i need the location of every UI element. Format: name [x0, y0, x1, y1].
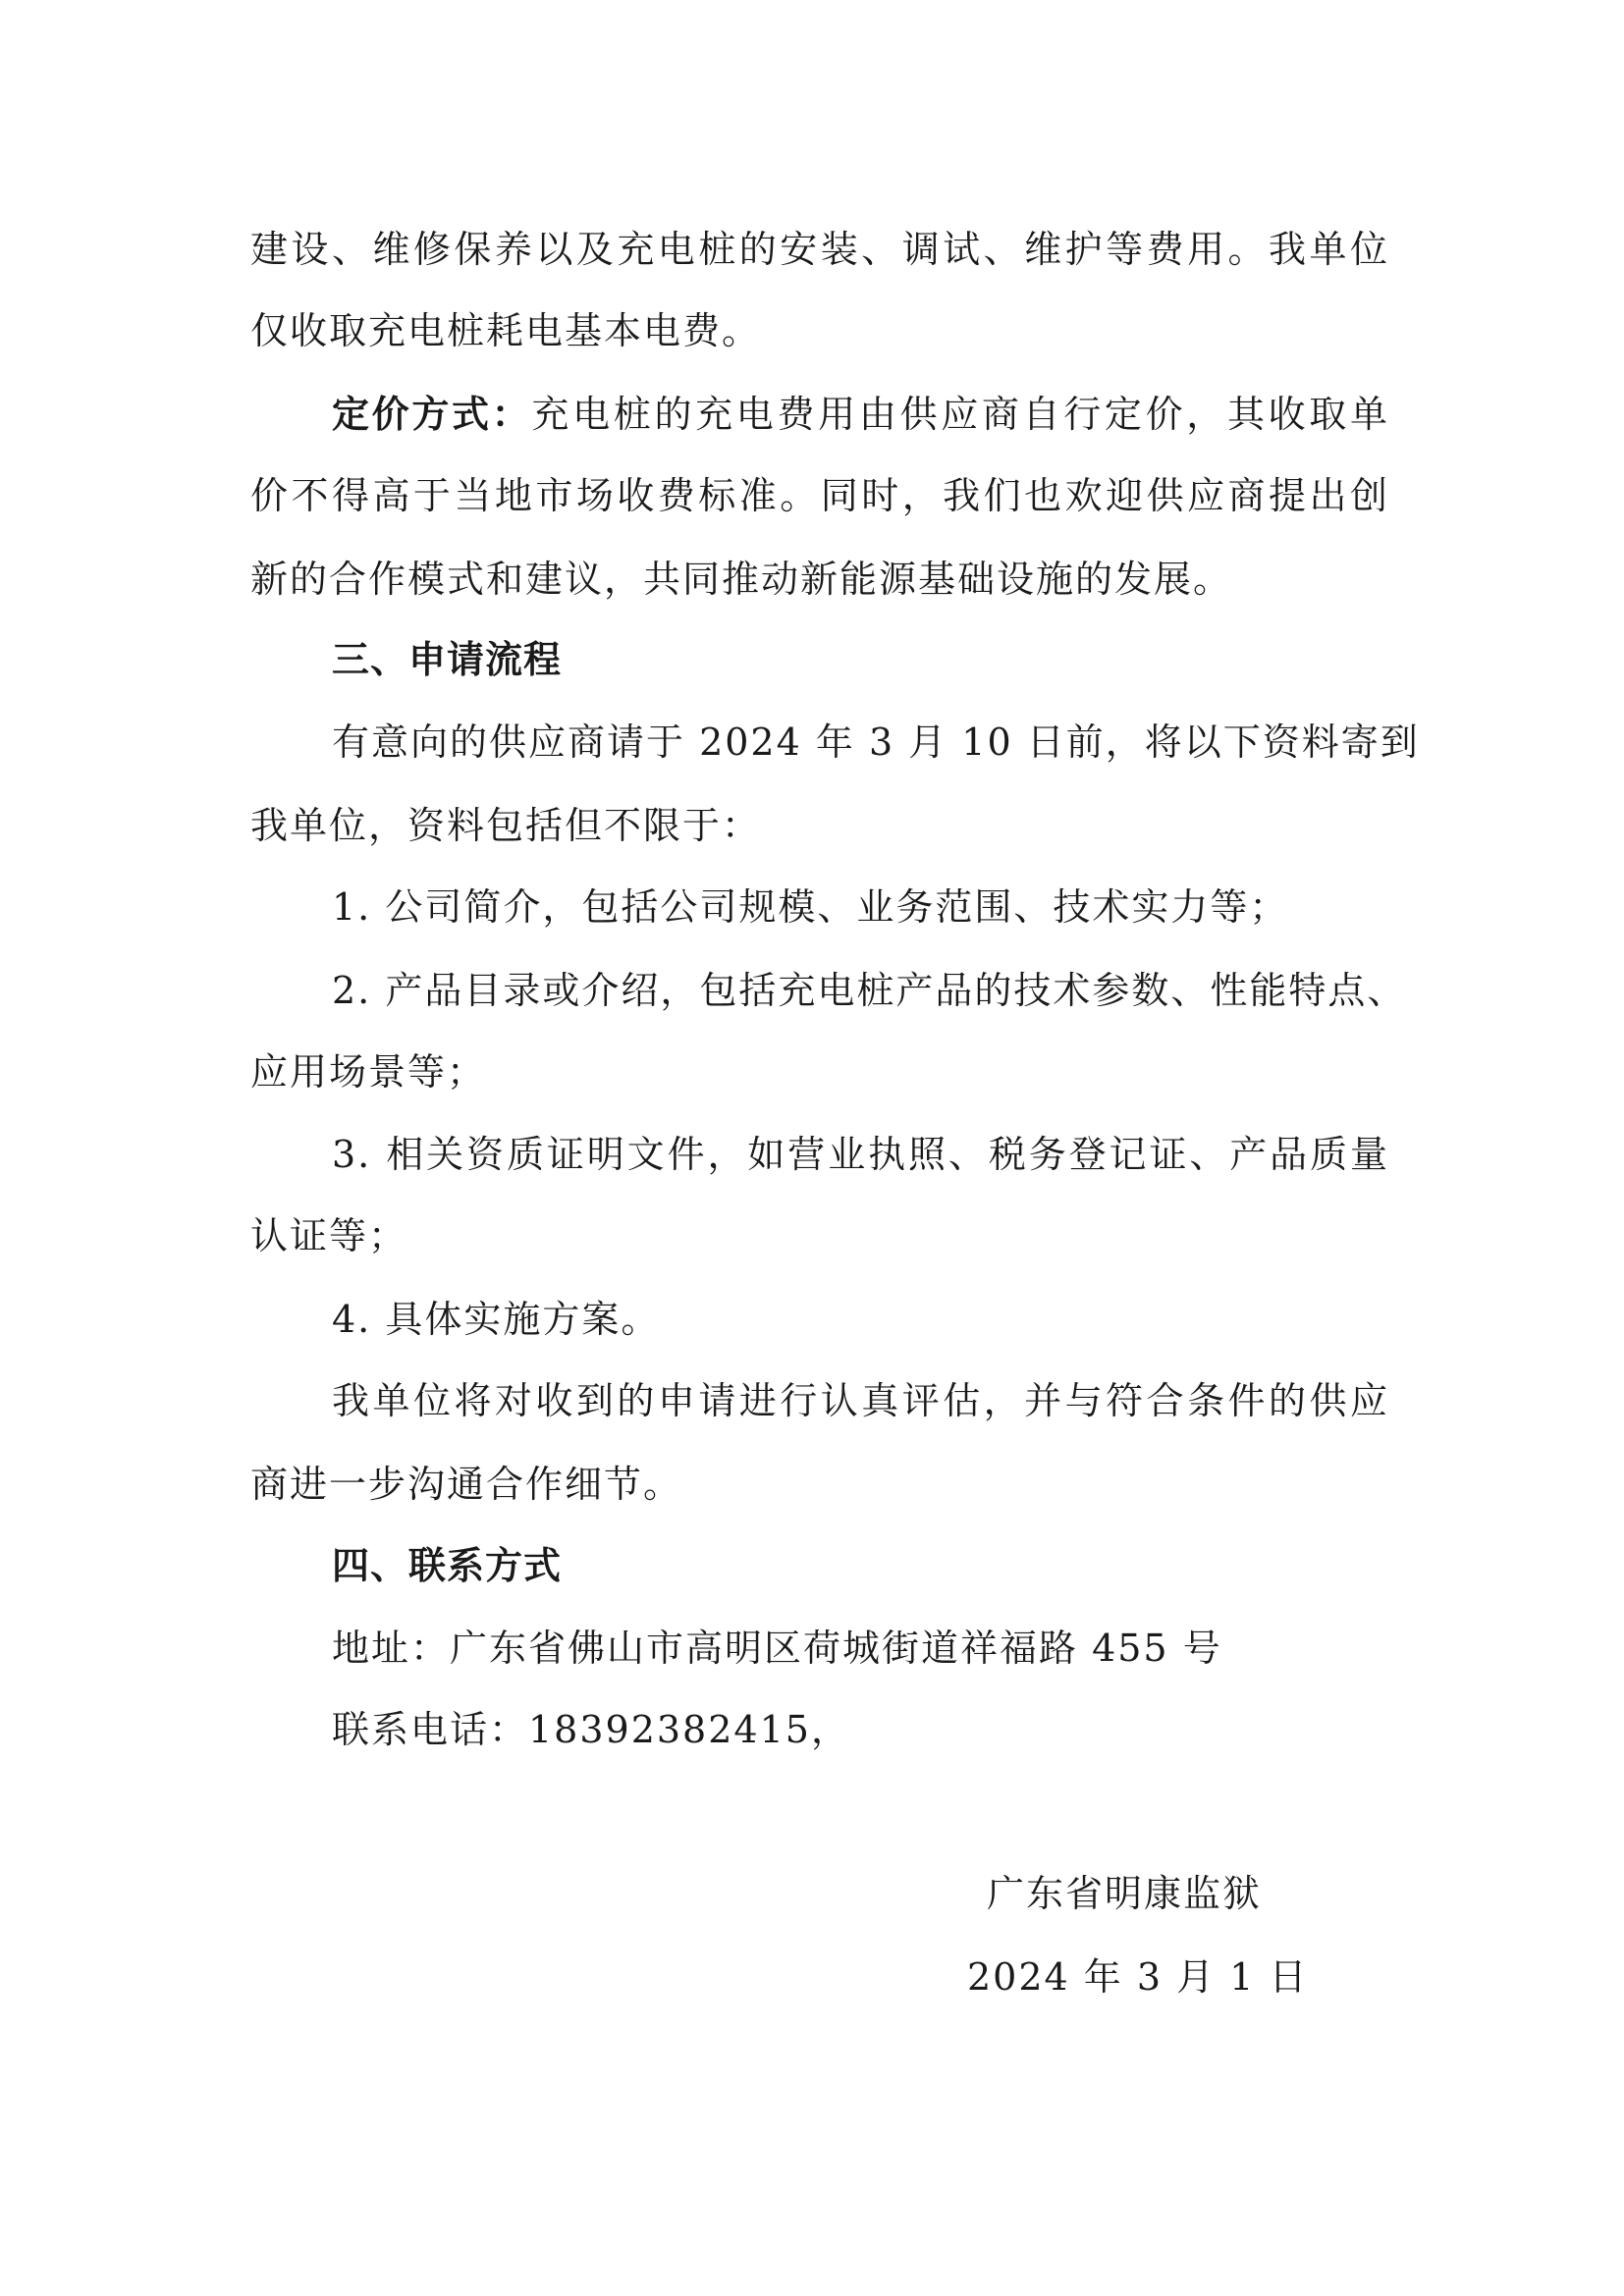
section-3-closing-line-2: 商进一步沟通合作细节。	[250, 1463, 683, 1506]
list-item-1: 1. 公司简介，包括公司规模、业务范围、技术实力等；	[332, 885, 1289, 929]
section-3-intro-line-1: 有意向的供应商请于 2024 年 3 月 10 日前，将以下资料寄到	[332, 721, 1420, 764]
fees-paragraph-line-1: 建设、维修保养以及充电桩的安装、调试、维护等费用。我单位	[250, 228, 1389, 271]
contact-address: 地址：广东省佛山市高明区荷城街道祥福路 455 号	[332, 1627, 1222, 1670]
section-3-intro-line-2: 我单位，资料包括但不限于：	[250, 804, 762, 847]
section-3-closing-line-1: 我单位将对收到的申请进行认真评估，并与符合条件的供应	[332, 1379, 1389, 1422]
pricing-paragraph-line-1	[332, 391, 1389, 438]
list-item-2-line-1: 2. 产品目录或介绍，包括充电桩产品的技术参数、性能特点、	[332, 969, 1407, 1012]
list-item-4: 4. 具体实施方案。	[332, 1298, 661, 1341]
pricing-line-1-text: 充电桩的充电费用由供应商自行定价，其收取单	[531, 393, 1389, 436]
signature-date: 2024 年 3 月 1 日	[967, 1955, 1309, 1999]
fees-paragraph-line-2: 仅收取充电桩耗电基本电费。	[250, 309, 762, 352]
section-4-heading: 四、联系方式	[332, 1544, 563, 1587]
list-item-3-line-2: 认证等；	[250, 1214, 408, 1257]
pricing-paragraph-line-3: 新的合作模式和建议，共同推动新能源基础设施的发展。	[250, 558, 1233, 601]
section-3-heading: 三、申请流程	[332, 638, 563, 681]
pricing-paragraph-line-2: 价不得高于当地市场收费标准。同时，我们也欢迎供应商提出创	[250, 474, 1389, 517]
list-item-3-line-1: 3. 相关资质证明文件，如营业执照、税务登记证、产品质量	[332, 1133, 1389, 1176]
contact-phone: 联系电话：18392382415，	[332, 1708, 850, 1751]
pricing-label: 定价方式：	[332, 393, 532, 436]
signature-organization: 广东省明康监狱	[987, 1872, 1263, 1915]
list-item-2-line-2: 应用场景等；	[250, 1050, 487, 1094]
